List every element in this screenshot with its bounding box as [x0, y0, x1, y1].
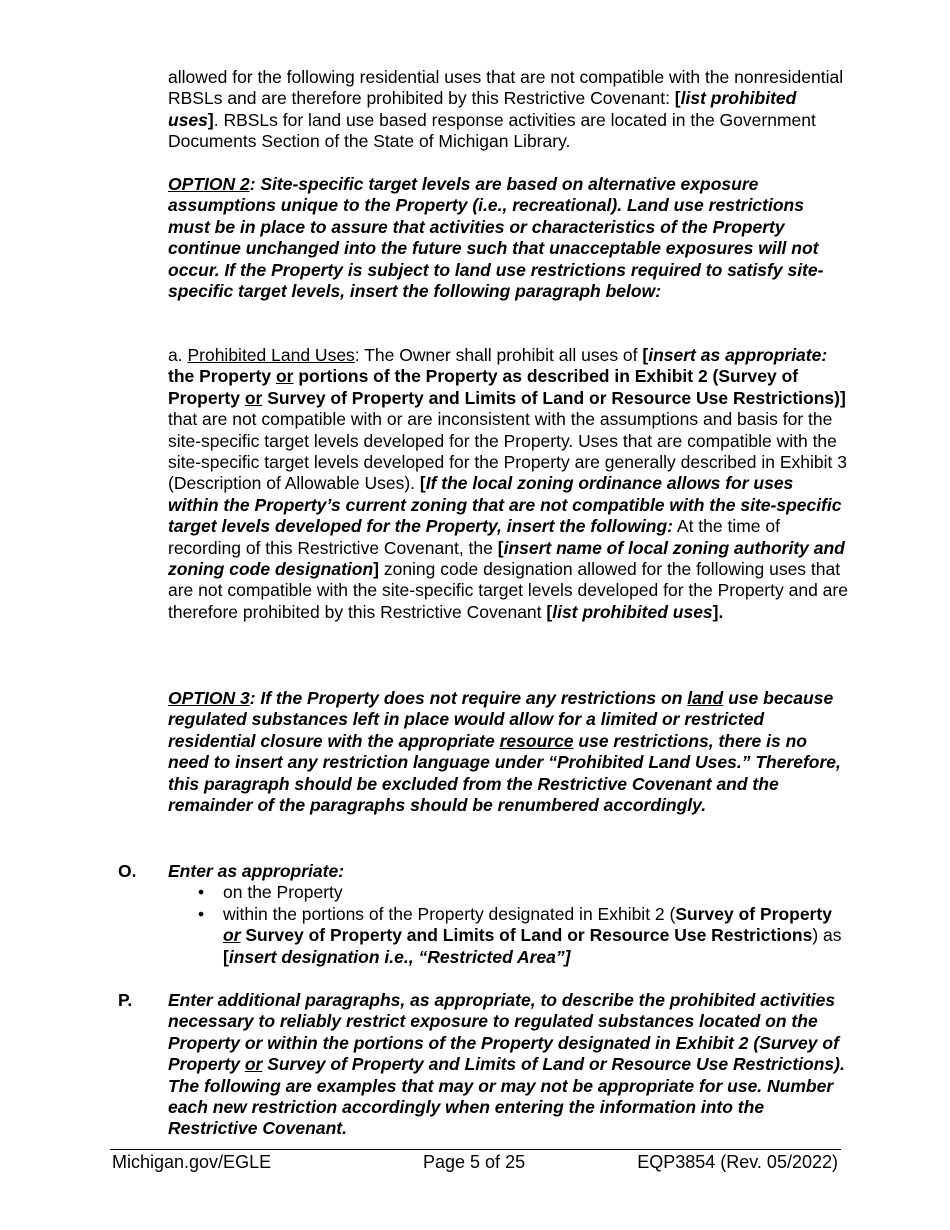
- footer-page-number: Page 5 of 25: [423, 1152, 526, 1172]
- option-3-label: OPTION 3: [168, 688, 250, 708]
- footer-divider: [110, 1149, 841, 1150]
- prohibited-land-uses-paragraph: a. Prohibited Land Uses: The Owner shall prohibit all uses of [insert as appropriate: the Property or portions of the Property as described in Exhibit 2 (Survey of Property or Survey of Property and Limits of Land or Resource Use Restrictions)] that are not compatible with or are inconsistent with the assumptions and basis for the site-specific target levels developed for the Property. Uses that are compatible with the site-specific target levels developed for the Property are generally described in Exhibit 3 (Description of Allowable Uses). [If the local zoning ordinance allows for uses within the Property’s current zoning that are not compatible with the site-specific target levels developed for the Property, insert the following: At the time of recording of this Restrictive Covenant, the [insert name of local zoning authority and zoning code designation] zoning code designation allowed for the following uses that are not compatible with the site-specific target levels developed for the Property and are therefore prohibited by this Restrictive Covenant [list prohibited uses].: [168, 345, 848, 622]
- prohibited-uses-continuation: allowed for the following residential uses that are not compatible with the nonresidential RBSLs and are therefore prohibited by this Restrictive Covenant: [list prohibited uses]. RBSLs for land use based response activities are located in the Government Documents Section of the State of Michigan Library.: [168, 67, 844, 152]
- footer-website: Michigan.gov/EGLE: [112, 1152, 272, 1172]
- footer-form-number: EQP3854 (Rev. 05/2022): [637, 1152, 838, 1172]
- section-o-heading: Enter as appropriate:: [168, 861, 345, 881]
- option-2-paragraph: OPTION 2: Site-specific target levels are based on alternative exposure assumptions unique to the Property (i.e., recreational). Land use restrictions must be in place to assure that activities or characteristics of the Property continue unchanged into the future such that unacceptable exposures will not occur. If the Property is subject to land use restrictions required to satisfy site-specific target levels, insert the following paragraph below:: [168, 174, 824, 302]
- list-item: • on the Property: [168, 882, 848, 903]
- section-o: [168, 861, 848, 968]
- section-o-list: [168, 882, 848, 968]
- option-2-label: OPTION 2: [168, 174, 250, 194]
- section-p: Enter additional paragraphs, as appropriate, to describe the prohibited activities necessary to reliably restrict exposure to regulated substances located on the Property or within the portions of the Property designated in Exhibit 2 (Survey of Property or Survey of Property and Limits of Land or Resource Use Restrictions). The following are examples that may or may not be appropriate for use. Number each new restriction accordingly when entering the information into the Restrictive Covenant.: [168, 990, 845, 1139]
- list-item: • within the portions of the Property designated in Exhibit 2 (Survey of Property or Survey of Property and Limits of Land or Resource Use Restrictions) as [insert designation i.e., “Restricted Area”]: [168, 904, 848, 968]
- option-3-paragraph: OPTION 3: If the Property does not require any restrictions on land use because regulated substances left in place would allow for a limited or restricted residential closure with the appropriate resource use restrictions, there is no need to insert any restriction language under “Prohibited Land Uses.” Therefore, this paragraph should be excluded from the Restrictive Covenant and the remainder of the paragraphs should be renumbered accordingly.: [168, 688, 841, 816]
- section-p-label: P.: [118, 990, 133, 1010]
- prohibited-land-uses-heading: Prohibited Land Uses: [187, 345, 355, 365]
- section-o-label: O.: [118, 861, 137, 881]
